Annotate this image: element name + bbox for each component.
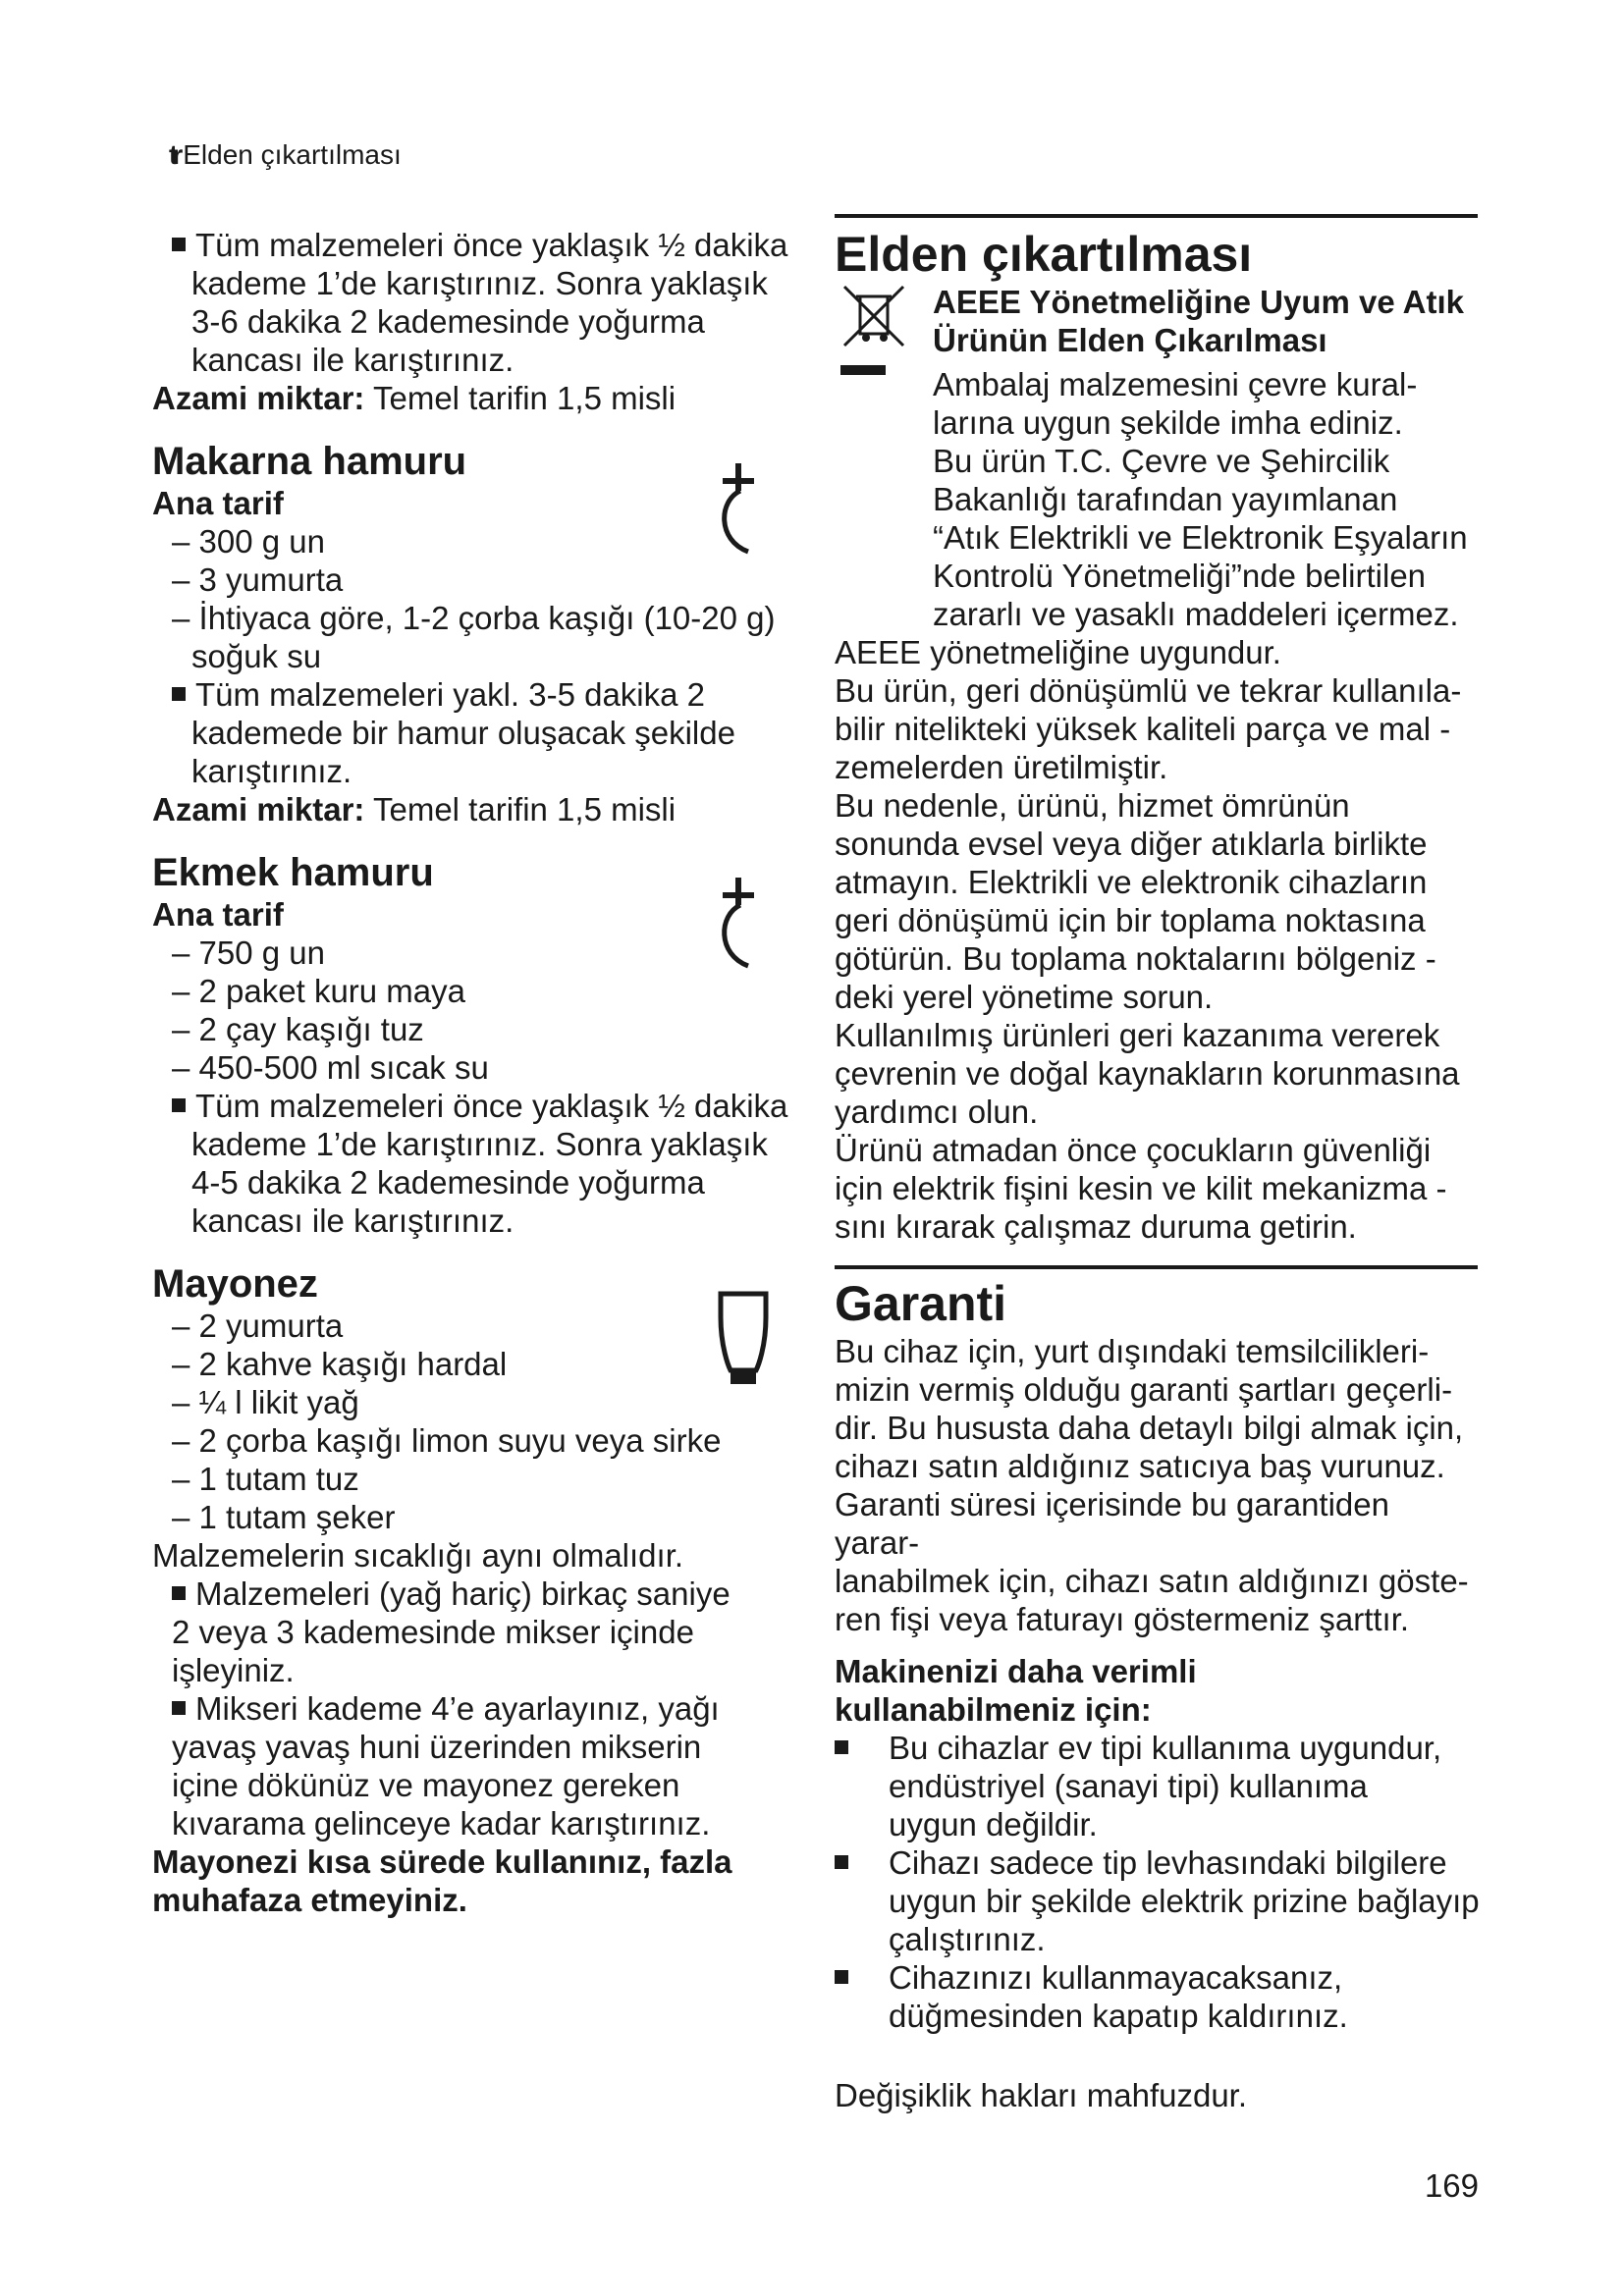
intro-max-amount: Azami miktar: Temel tarifin 1,5 misli: [152, 380, 677, 416]
mayonez-step-1: Malzemeleri (yağ hariç) birkaç saniye 2 veya 3 kademesinde mikser içinde işleyiniz.: [172, 1575, 731, 1688]
list-item: – ¼ l likit yağ: [172, 1384, 359, 1420]
section-title-makarna: Makarna hamuru: [152, 440, 467, 483]
list-item-cont: soğuk su: [191, 638, 322, 674]
section-rule: [835, 1265, 1478, 1269]
bullet-square-icon: [172, 1701, 186, 1715]
list-item: Cihazı sadece tip levhasındaki bilgilere uygun bir şekilde elektrik prizine bağlayıp çalıştırınız.: [835, 1843, 1483, 1958]
section-title-disposal: Elden çıkartılması: [835, 227, 1253, 282]
bullet-square-icon: [835, 1970, 848, 1984]
list-item: – 2 yumurta: [172, 1308, 344, 1344]
page-number: 169: [1424, 2167, 1479, 2204]
list-item: – 1 tutam şeker: [172, 1499, 396, 1535]
mayonez-warning: Mayonezi kısa sürede kullanınız, fazla muhafaza etmeyiniz.: [152, 1843, 732, 1918]
footer-note: Değişiklik hakları mahfuzdur.: [835, 2077, 1248, 2113]
blender-jug-icon: [715, 1288, 774, 1386]
makarna-step: Tüm malzemeleri yakl. 3-5 dakika 2 kademede bir hamur oluşacak şekilde karıştırınız.: [152, 675, 830, 790]
makarna-subtitle: Ana tarif: [152, 485, 284, 521]
weee-title: AEEE Yönetmeliğine Uyum ve Atık Ürünün Elden Çıkarılması: [933, 284, 1464, 358]
bullet-square-icon: [172, 238, 186, 251]
bullet-square-icon: [172, 1586, 186, 1600]
list-item: – 450-500 ml sıcak su: [172, 1049, 489, 1086]
dough-hook-icon: [709, 876, 768, 974]
list-item: – 300 g un: [172, 523, 325, 560]
ekmek-step: Tüm malzemeleri önce yaklaşık ½ dakika kademe 1’de karıştırınız. Sonra yaklaşık 4-5 dakika 2 kademesinde yoğurma kancası ile karıştırınız.: [152, 1087, 830, 1240]
list-item: Bu cihazlar ev tipi kullanıma uygundur, endüstriyel (sanayi tipi) kullanıma uygun değildir.: [835, 1729, 1483, 1843]
language-code: tr: [169, 139, 178, 170]
weee-text: Ambalaj malzemesini çevre kural- larına uygun şekilde imha ediniz. Bu ürün T.C. Çevre ve Şehircilik Bakanlığı tarafından yayımlanan “Atık Elektrikli ve Elektronik Eşyaların Kontrolü Yönetmeliği”nde belirtilen zararlı ve yasaklı maddeleri içermez.: [933, 366, 1468, 632]
bullet-square-icon: [172, 687, 186, 701]
running-header: [169, 139, 402, 171]
bullet-square-icon: [172, 1098, 186, 1112]
section-title-guarantee: Garanti: [835, 1276, 1007, 1331]
tips-title: Makinenizi daha verimli kullanabilmeniz için:: [835, 1653, 1197, 1728]
bullet-square-icon: [835, 1740, 848, 1754]
list-item: – 2 çay kaşığı tuz: [172, 1011, 424, 1047]
mayonez-step-2: Mikseri kademe 4’e ayarlayınız, yağı yavaş yavaş huni üzerinden mikserin içine dökünüz ve mayonez gereken kıvarama gelinceye kadar karıştırınız.: [172, 1690, 720, 1842]
section-title-ekmek: Ekmek hamuru: [152, 851, 434, 894]
list-item: – 2 çorba kaşığı limon suyu veya sirke: [172, 1422, 722, 1459]
ekmek-subtitle: Ana tarif: [152, 896, 284, 933]
section-rule: [835, 214, 1478, 218]
running-title: Elden çıkartılması: [183, 139, 402, 170]
list-item: – İhtiyaca göre, 1-2 çorba kaşığı (10-20 g): [172, 600, 776, 636]
mayonez-note: Malzemelerin sıcaklığı aynı olmalıdır.: [152, 1537, 684, 1574]
section-title-mayonez: Mayonez: [152, 1262, 318, 1306]
right-column: [835, 214, 1483, 2114]
weee-block: [835, 283, 1483, 633]
bullet-square-icon: [835, 1855, 848, 1869]
dough-hook-icon: [709, 461, 768, 560]
intro-step: Tüm malzemeleri önce yaklaşık ½ dakika kademe 1’de karıştırınız. Sonra yaklaşık 3-6 dakika 2 kademesinde yoğurma kancası ile karıştırınız.: [152, 226, 830, 379]
crossed-bin-icon: [840, 283, 909, 351]
guarantee-text: Bu cihaz için, yurt dışındaki temsilcilikleri- mizin vermiş olduğu garanti şartları geçerli- dir. Bu hususta daha detaylı bilgi almak için, cihazı satın aldığınız satıcıya baş vurunuz. Garanti süresi içerisinde bu garantiden yarar- lanabilmek için, cihazı satın aldığınızı göste- ren fişi veya faturayı göstermeniz şarttır.: [835, 1333, 1469, 1637]
makarna-max-amount: Azami miktar: Temel tarifin 1,5 misli: [152, 791, 677, 828]
list-item: – 2 paket kuru maya: [172, 973, 465, 1009]
list-item: – 2 kahve kaşığı hardal: [172, 1346, 508, 1382]
disposal-text: AEEE yönetmeliğine uygundur. Bu ürün, geri dönüşümlü ve tekrar kullanıla- bilir nitelikteki yüksek kaliteli parça ve mal - zemelerden üretilmiştir. Bu nedenle, ürünü, hizmet ömrünün sonunda evsel veya diğer atıklarla birlikte atmayın. Elektrikli ve elektronik cihazların geri dönüşümü için bir toplama noktasına götürün. Bu toplama noktalarını bölgeniz - deki yerel yönetime sorun. Kullanılmış ürünleri geri kazanıma vererek çevrenin ve doğal kaynakların korunmasına yardımcı olun. Ürünü atmadan önce çocukların güvenliği için elektrik fişini kesin ve kilit mekanizma - sını kırarak çalışmaz duruma getirin.: [835, 634, 1462, 1245]
list-item: – 3 yumurta: [172, 561, 344, 598]
list-item: – 750 g un: [172, 934, 325, 971]
list-item: – 1 tutam tuz: [172, 1461, 359, 1497]
list-item: Cihazınızı kullanmayacaksanız, düğmesinden kapatıp kaldırınız.: [835, 1958, 1483, 2035]
weee-bar: [840, 365, 886, 375]
